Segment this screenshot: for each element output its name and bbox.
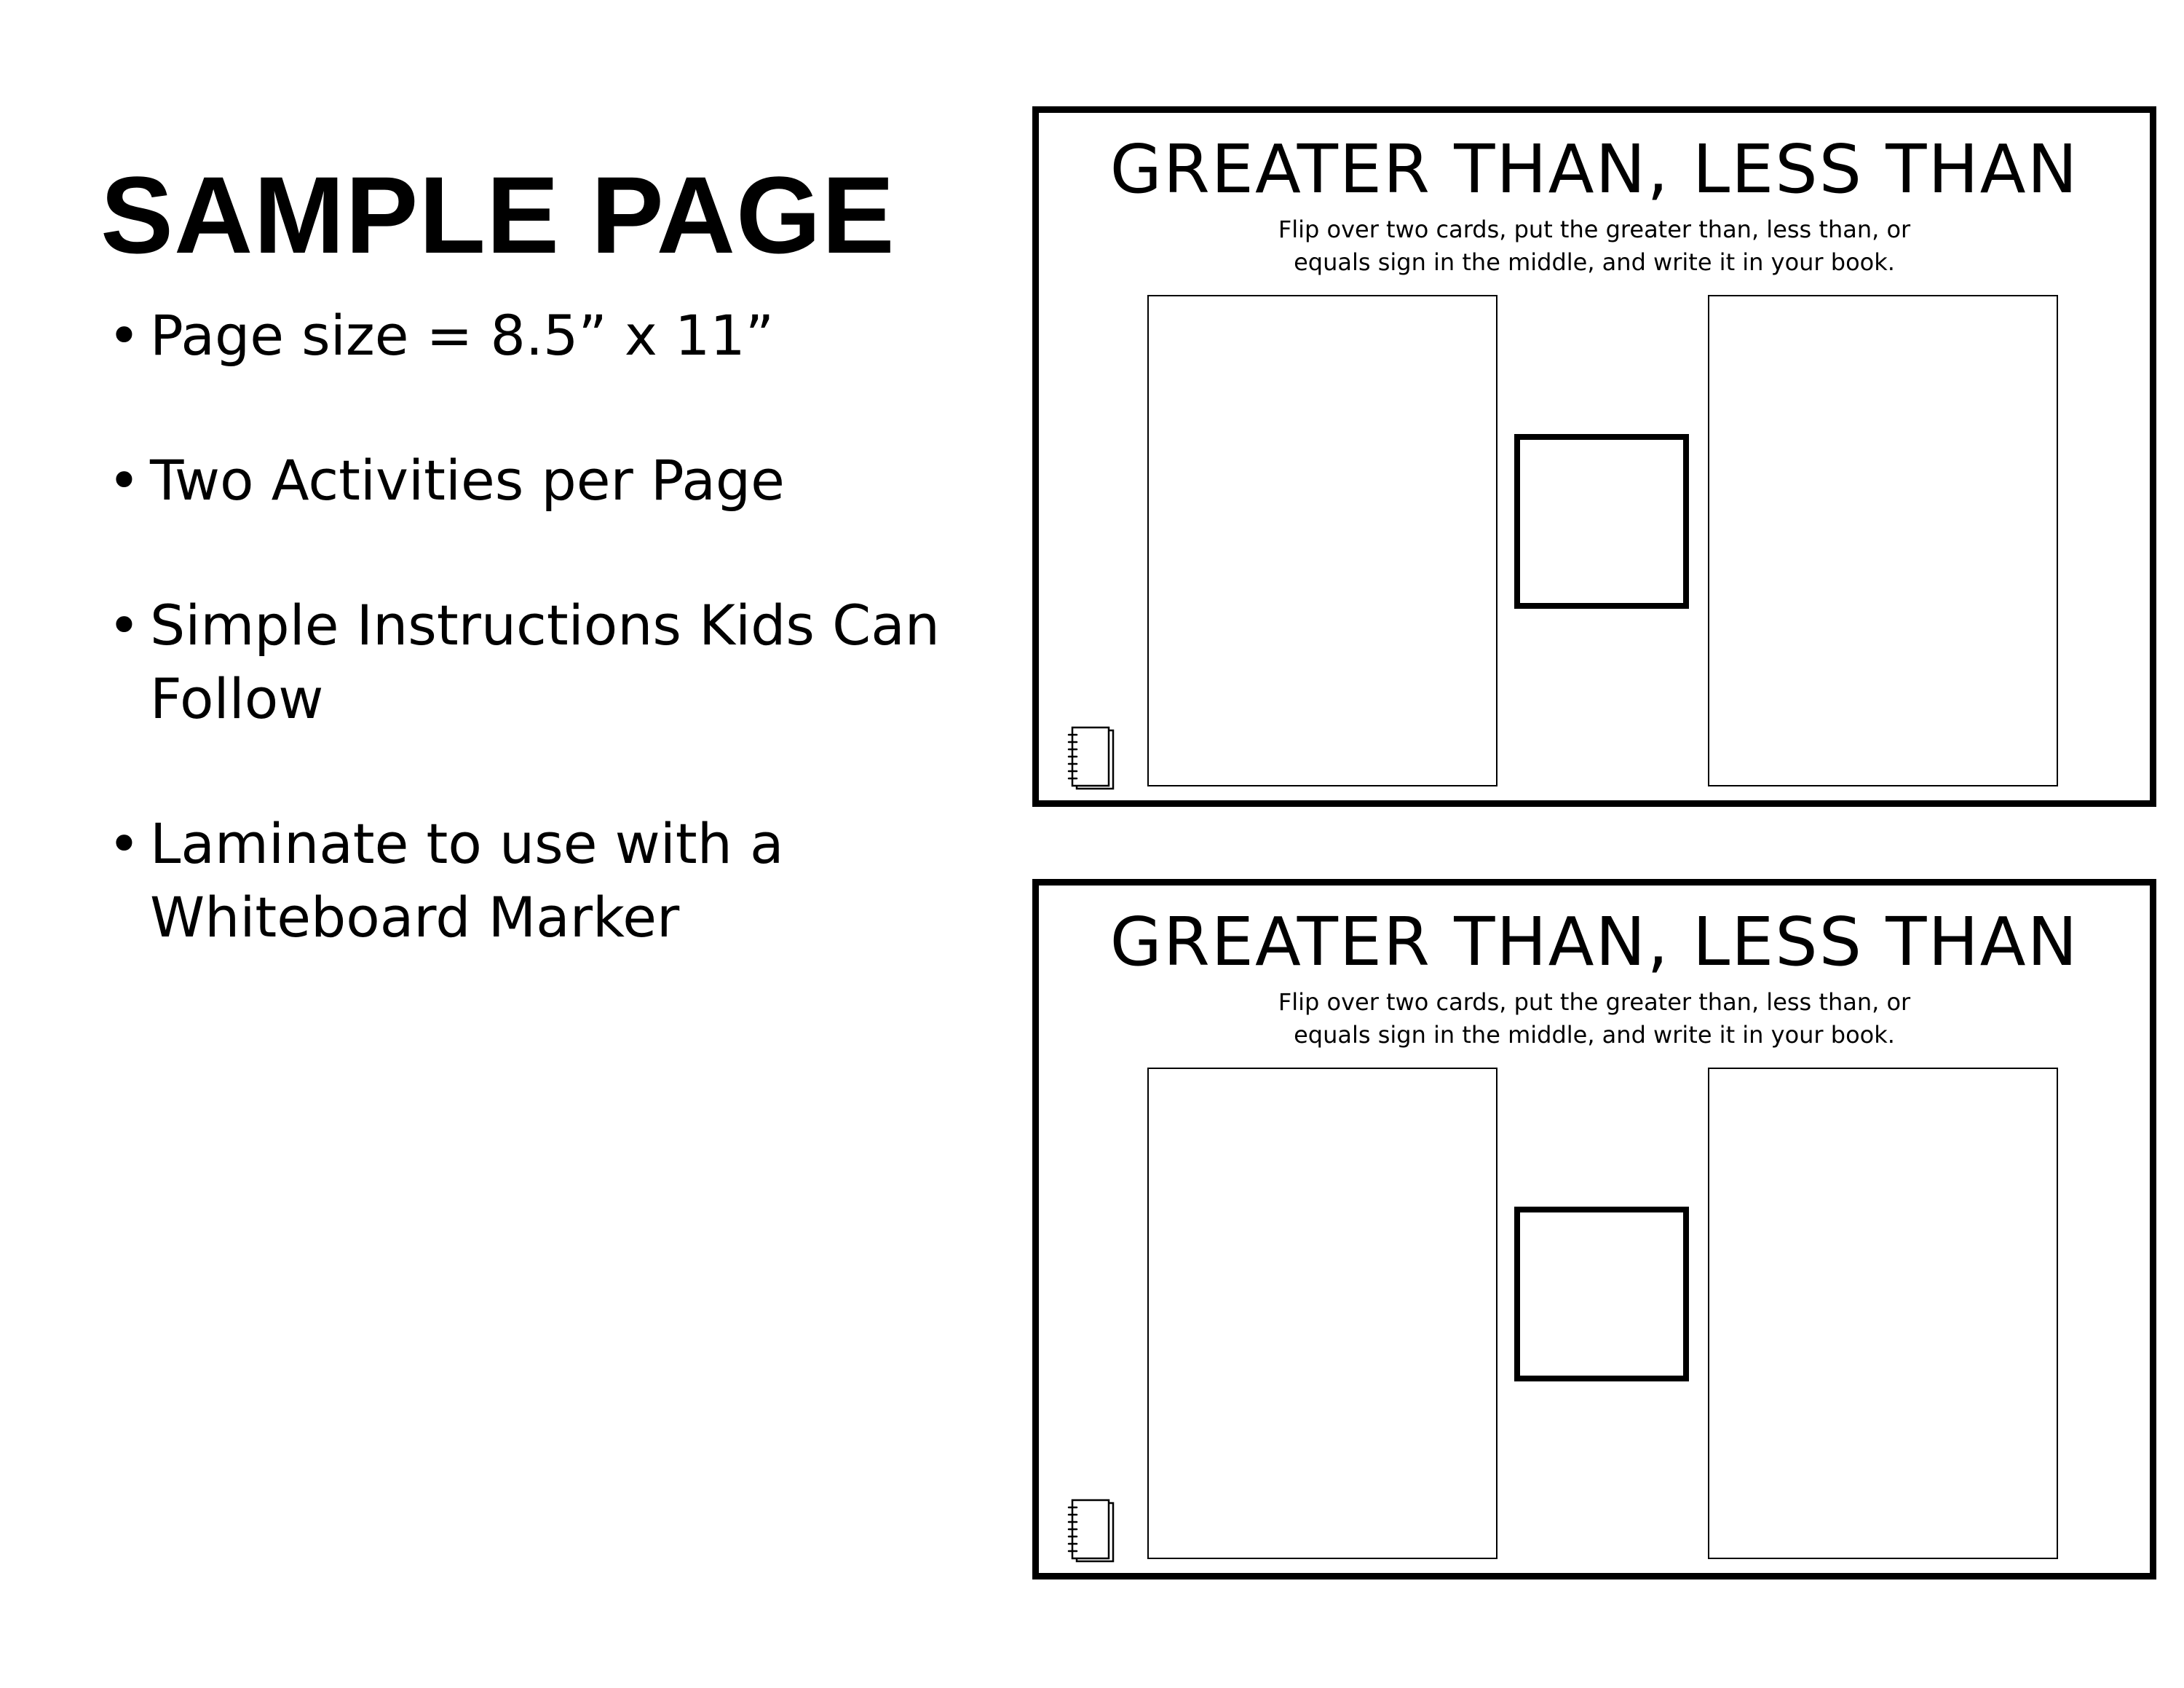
feature-text: Simple Instructions Kids Can Follow [150, 593, 940, 731]
instructions-line: Flip over two cards, put the greater than, less than, or [1278, 216, 1911, 243]
feature-list [100, 299, 989, 954]
card-title: GREATER THAN, LESS THAN [1109, 903, 2079, 981]
bullet-dot: • [108, 593, 141, 658]
left-card-slot [1147, 295, 1497, 786]
comparison-sign-box [1514, 1207, 1689, 1381]
bullet-dot: • [108, 448, 141, 513]
feature-text: Laminate to use with a Whiteboard Marker [150, 811, 784, 950]
feature-item-activities [100, 443, 973, 517]
bullet-dot: • [108, 303, 141, 368]
notebook-icon [1067, 725, 1117, 792]
card-title: GREATER THAN, LESS THAN [1109, 130, 2079, 208]
instructions-line: equals sign in the middle, and write it in your book. [1294, 248, 1895, 276]
page-title: SAMPLE PAGE [100, 154, 895, 276]
card-instructions [1039, 213, 2150, 279]
instructions-line: equals sign in the middle, and write it in your book. [1294, 1021, 1895, 1049]
notebook-icon [1067, 1497, 1117, 1564]
feature-item-page-size [100, 299, 973, 372]
sample-info-panel [100, 154, 989, 1025]
instructions-line: Flip over two cards, put the greater than, less than, or [1278, 988, 1911, 1016]
right-card-slot [1708, 295, 2058, 786]
feature-item-laminate [100, 807, 973, 954]
activity-card-top [1032, 106, 2156, 807]
right-card-slot [1708, 1068, 2058, 1559]
card-instructions [1039, 986, 2150, 1052]
feature-text: Page size = 8.5” x 11” [150, 303, 775, 368]
feature-text: Two Activities per Page [150, 448, 785, 513]
comparison-sign-box [1514, 434, 1689, 609]
left-card-slot [1147, 1068, 1497, 1559]
activity-card-bottom [1032, 879, 2156, 1579]
bullet-dot: • [108, 811, 141, 876]
feature-item-instructions [100, 588, 973, 735]
